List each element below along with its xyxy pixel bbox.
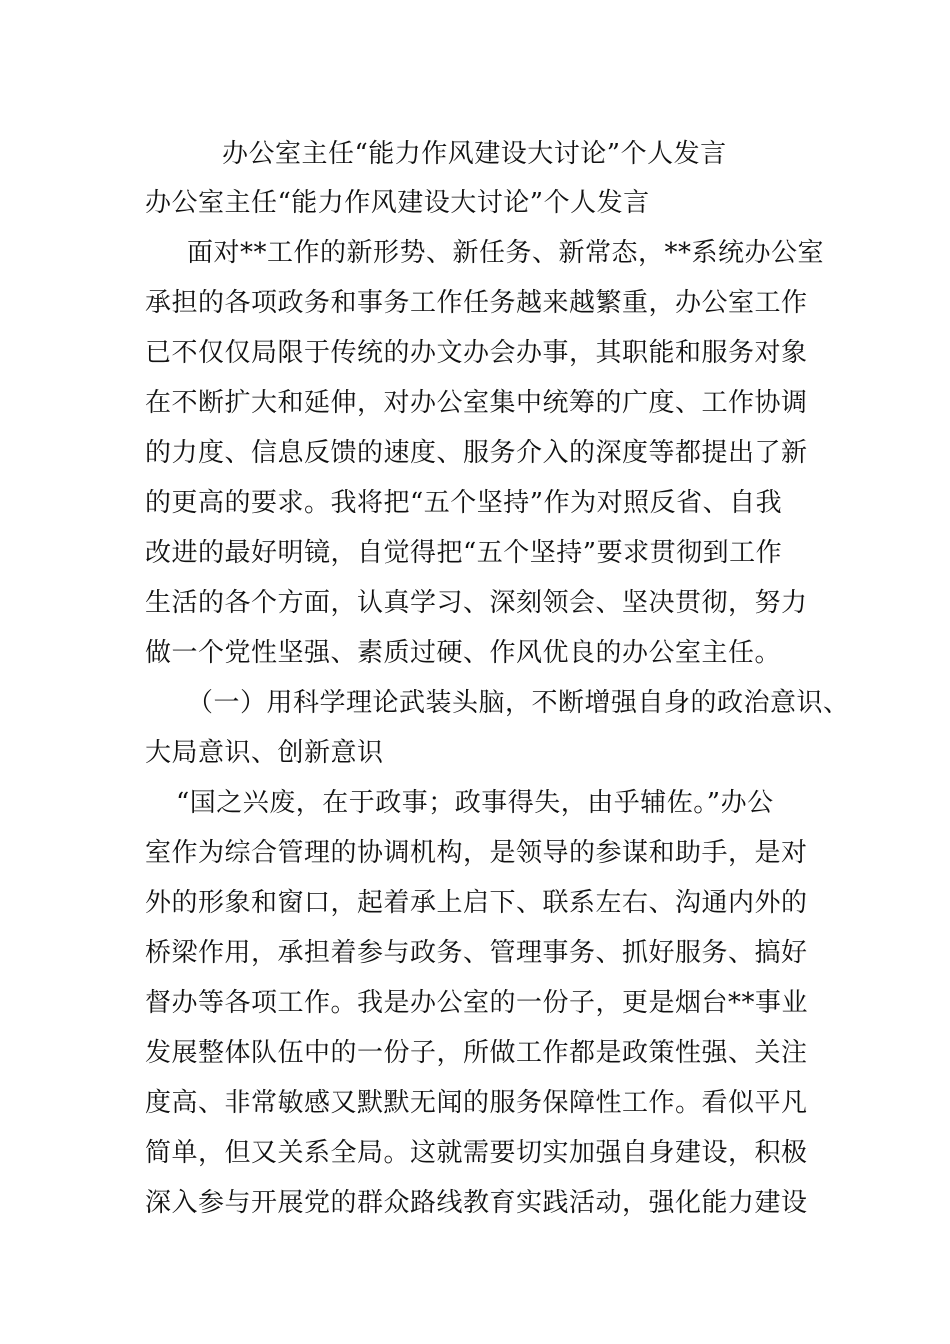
paragraph-line: 做一个党性坚强、素质过硬、作风优良的办公室主任。 — [145, 638, 782, 668]
paragraph-line: 深入参与开展党的群众路线教育实践活动，强化能力建设 — [145, 1188, 808, 1218]
paragraph-line: 承担的各项政务和事务工作任务越来越繁重，办公室工作 — [145, 288, 808, 318]
section-heading-line: （一）用科学理论武装头脑，不断增强自身的政治意识、 — [187, 688, 850, 718]
paragraph-line: 发展整体队伍中的一份子，所做工作都是政策性强、关注 — [145, 1038, 808, 1068]
paragraph-line: 的更高的要求。我将把“五个坚持”作为对照反省、自我 — [145, 488, 783, 518]
paragraph-line: 桥梁作用，承担着参与政务、管理事务、抓好服务、搞好 — [145, 938, 808, 968]
paragraph-line: 室作为综合管理的协调机构，是领导的参谋和助手，是对 — [145, 838, 808, 868]
paragraph-line: 在不断扩大和延伸，对办公室集中统筹的广度、工作协调 — [145, 388, 808, 418]
document-title: 办公室主任“能力作风建设大讨论”个人发言 — [222, 139, 727, 169]
section-heading-line: 大局意识、创新意识 — [145, 738, 384, 768]
paragraph-line: 简单，但又关系全局。这就需要切实加强自身建设，积极 — [145, 1138, 808, 1168]
paragraph-line: 的力度、信息反馈的速度、服务介入的深度等都提出了新 — [145, 438, 808, 468]
paragraph-line: 督办等各项工作。我是办公室的一份子，更是烟台**事业 — [145, 988, 809, 1018]
paragraph-line: 已不仅仅局限于传统的办文办会办事，其职能和服务对象 — [145, 338, 808, 368]
paragraph-line: 改进的最好明镜，自觉得把“五个坚持”要求贯彻到工作 — [145, 538, 783, 568]
document-subtitle: 办公室主任“能力作风建设大讨论”个人发言 — [145, 188, 650, 218]
paragraph-line: 度高、非常敏感又默默无闻的服务保障性工作。看似平凡 — [145, 1088, 808, 1118]
paragraph-line: 外的形象和窗口，起着承上启下、联系左右、沟通内外的 — [145, 888, 808, 918]
paragraph-line: 面对**工作的新形势、新任务、新常态，**系统办公室 — [187, 238, 825, 268]
paragraph-line: 生活的各个方面，认真学习、深刻领会、坚决贯彻，努力 — [145, 588, 808, 618]
paragraph-line: “国之兴废，在于政事；政事得失，由乎辅佐。”办公 — [176, 788, 774, 818]
